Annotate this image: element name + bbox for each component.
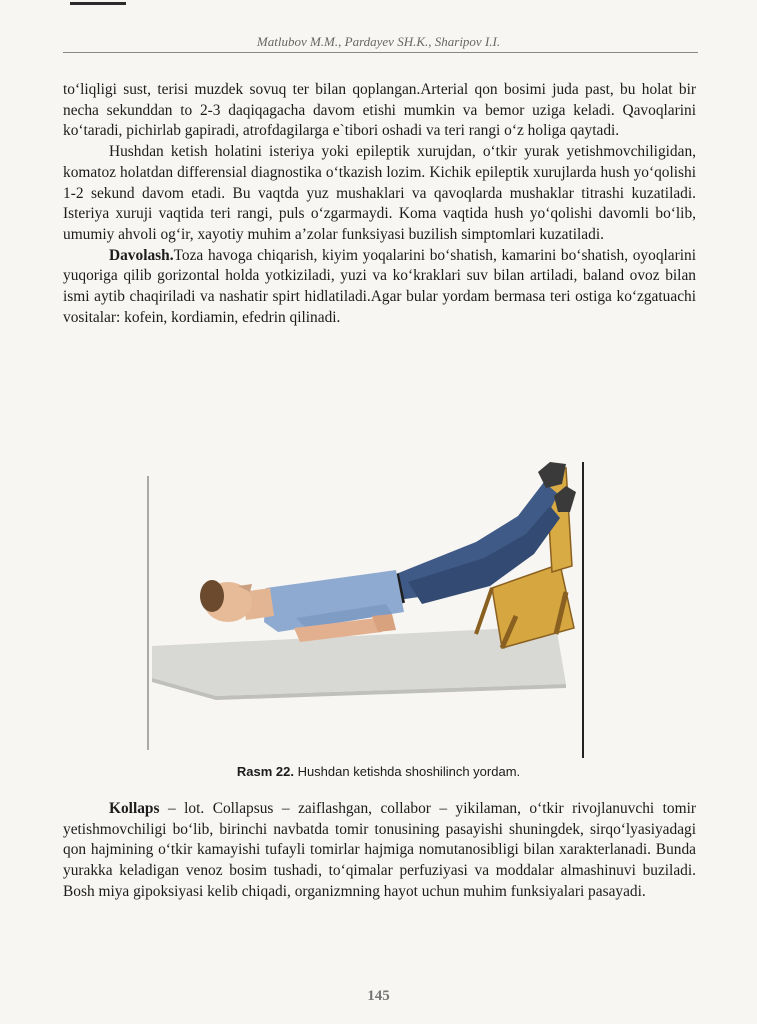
running-header: Matlubov M.M., Pardayev SH.K., Sharipov I.I. (256, 34, 501, 49)
paragraph-4-text: – lot. Collapsus – zaiflashgan, collabor – yikilaman, o‘tkir rivojlanuvchi tomir yetishmovchiligi bo‘lib, birinchi navbatda tomir tonusining pasayishi shuningdek, sirqo‘lyasiyadagi qon hajmining o‘tkir kamayishi tufayli tomirlar hajmiga nomutanosibligi bilan xarakterlanadi. Bunda yurakka keladigan venoz bosim tushadi, to‘qimalar perfuziyasi va moddalar almashinuvi buziladi. Bosh miya gipoksiyasi kelib chiqadi, organizmning hayot uchun muhim funksiyalari pasayadi. (63, 800, 696, 900)
page-number: 145 (367, 988, 390, 1004)
text-block-bottom (63, 799, 696, 903)
figure-illustration (146, 462, 588, 758)
text-block-top (63, 80, 696, 328)
caption-text: Hushdan ketishda shoshilinch yordam. (293, 764, 521, 779)
figure-caption (0, 764, 757, 779)
fainting-first-aid-illustration (146, 462, 588, 758)
paragraph-1: to‘liqligi sust, terisi muzdek sovuq ter bilan qoplangan.Arterial qon bosimi juda past, bu holat bir necha sekunddan to 2-3 daqiqagacha davom etishi mumkin va bemor uziga keladi. Qavoqlarini ko‘taradi, pichirlab gapiradi, atrofdagilarga e`tibori oshadi va teri rangi o‘z holiga qaytadi. (63, 81, 696, 140)
paragraph-4-term: Kollaps (109, 800, 160, 817)
paragraph-3-text: Toza havoga chiqarish, kiyim yoqalarini bo‘shatish, kamarini bo‘shatish, oyoqlarini yuqoriga qilib gorizontal holda yotkiziladi, yuzi va ko‘kraklari suv bilan artiladi, baland ovoz bilan ismi aytib chaqiriladi va nashatir spirt hidlatiladi.Agar bular yordam bermasa teri ostiga ko‘zgatuachi vositalar: kofein, kordiamin, efedrin qilinadi. (63, 246, 696, 326)
paragraph-2: Hushdan ketish holatini isteriya yoki epileptik xurujdan, o‘tkir yurak yetishmovchiligidan, komatoz holatdan differensial diagnostika o‘tkazish lozim. Kichik epileptik xurujlarda hush yo‘qolishi 1-2 sekund davom etadi. Bu vaqtda yuz mushaklari va qavoqlarda mushaklar titrashi kuzatiladi. Isteriya xuruji vaqtida teri rangi, puls o‘zgarmaydi. Koma vaqtida hush yo‘qolishi davomli bo‘lib, umumiy ahvoli og‘ir, xayotiy muhim a’zolar funksiyasi buzilish simptomlari kuzatiladi. (63, 143, 696, 243)
caption-label: Rasm 22. (236, 764, 294, 779)
paragraph-4 (63, 799, 696, 903)
paragraph-3-term: Davolash. (109, 246, 174, 264)
paragraph-3 (63, 246, 696, 329)
top-mark (70, 2, 126, 5)
header-rule (63, 52, 698, 53)
